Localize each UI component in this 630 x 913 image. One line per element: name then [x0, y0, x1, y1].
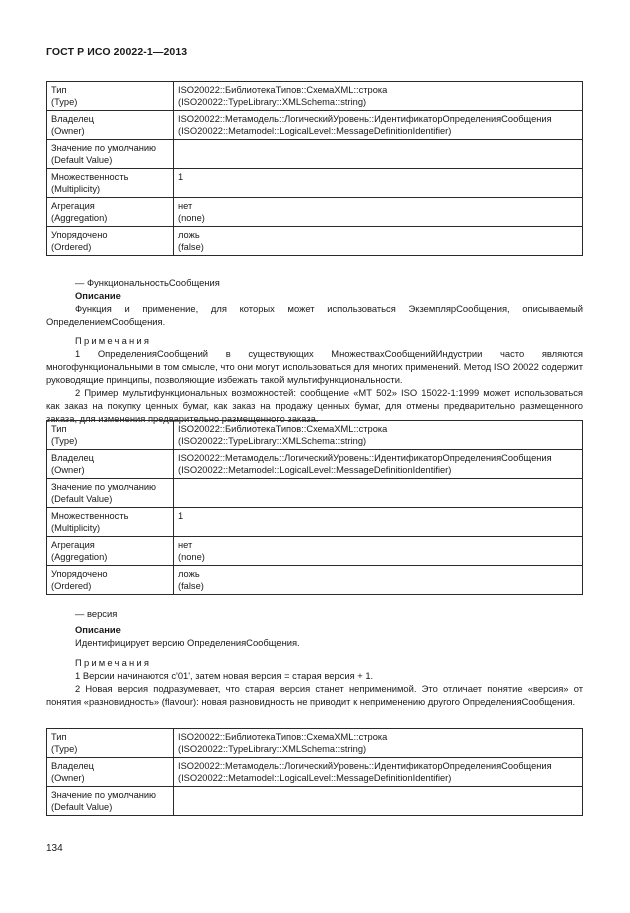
row-label: Множественность (Multiplicity) — [47, 508, 174, 537]
row-label: Тип (Type) — [47, 82, 174, 111]
row-label: Владелец (Owner) — [47, 450, 174, 479]
section-version — [46, 607, 583, 708]
row-value: нет (none) — [174, 537, 583, 566]
row-value: нет (none) — [174, 198, 583, 227]
row-label: Тип (Type) — [47, 421, 174, 450]
description-text: Идентифицирует версию ОпределенияСообщения. — [75, 637, 300, 648]
row-value: ложь (false) — [174, 227, 583, 256]
row-value: ISO20022::БиблиотекаТипов::СхемаXML::строка (ISO20022::TypeLibrary::XMLSchema::string) — [174, 421, 583, 450]
attribute-table-3 — [46, 728, 583, 816]
table-row — [47, 140, 583, 169]
row-value — [174, 479, 583, 508]
row-label: Значение по умолчанию (Default Value) — [47, 479, 174, 508]
row-label: Агрегация (Aggregation) — [47, 537, 174, 566]
document-header: ГОСТ Р ИСО 20022-1—2013 — [46, 46, 188, 58]
attribute-table-2 — [46, 420, 583, 595]
row-value: 1 — [174, 169, 583, 198]
row-label: Владелец (Owner) — [47, 758, 174, 787]
table-row — [47, 479, 583, 508]
description-text: Функция и применение, для которых может использоваться ЭкземплярСообщения, описываемый ОпределениемСообщения. — [46, 303, 583, 327]
note-1: 1 Версии начинаются с'01', затем новая версия = старая версия + 1. — [75, 670, 374, 681]
table-row — [47, 450, 583, 479]
note-1: 1 ОпределенияСообщений в существующих МножествахСообщенийИндустрии часто являются многофункциональными в том смысле, что они могут использоваться для многих применений. Метод ISO 20022 содержит руководящие принципы, позволяющие избежать такой мультифункциональности. — [46, 348, 583, 385]
row-value: ISO20022::Метамодель::ЛогическийУровень::ИдентификаторОпределенияСообщения (ISO20022::Metamodel::LogicalLevel::MessageDefinitionIdentifier) — [174, 758, 583, 787]
table-row — [47, 758, 583, 787]
row-label: Владелец (Owner) — [47, 111, 174, 140]
section-title: — ФункциональностьСообщения — [75, 277, 220, 288]
table-row — [47, 227, 583, 256]
note-2: 2 Пример мультифункциональных возможностей: сообщение «МТ 502» ISO 15022-1:1999 может использоваться как заказ на покупку ценных бумаг, как заказ на продажу ценных бумаг, для отмены предварительно размещенного заказа, для изменения предварительно размещенного заказа. — [46, 387, 583, 424]
notes-heading: Примечания — [75, 335, 152, 346]
row-label: Значение по умолчанию (Default Value) — [47, 140, 174, 169]
table-row — [47, 537, 583, 566]
description-heading: Описание — [75, 624, 121, 635]
row-label: Значение по умолчанию (Default Value) — [47, 787, 174, 816]
section-message-functionality — [46, 276, 583, 425]
table-row — [47, 566, 583, 595]
note-2: 2 Новая версия подразумевает, что старая версия станет неприменимой. Это отличает понятие «версия» от понятия «разновидность» (flavour): новая разновидность не приводит к неприменению другого ОпределенияСообщения. — [46, 683, 583, 707]
description-heading: Описание — [75, 290, 121, 301]
table-row — [47, 421, 583, 450]
row-label: Агрегация (Aggregation) — [47, 198, 174, 227]
table-row — [47, 787, 583, 816]
row-value: ISO20022::Метамодель::ЛогическийУровень::ИдентификаторОпределенияСообщения (ISO20022::Metamodel::LogicalLevel::MessageDefinitionIdentifier) — [174, 450, 583, 479]
row-value: ложь (false) — [174, 566, 583, 595]
row-label: Упорядочено (Ordered) — [47, 566, 174, 595]
row-label: Упорядочено (Ordered) — [47, 227, 174, 256]
section-title: — версия — [75, 608, 118, 619]
row-value: ISO20022::БиблиотекаТипов::СхемаXML::строка (ISO20022::TypeLibrary::XMLSchema::string) — [174, 82, 583, 111]
row-label: Множественность (Multiplicity) — [47, 169, 174, 198]
row-value — [174, 140, 583, 169]
table-row — [47, 508, 583, 537]
row-value: 1 — [174, 508, 583, 537]
row-label: Тип (Type) — [47, 729, 174, 758]
table-row — [47, 111, 583, 140]
notes-heading: Примечания — [75, 657, 152, 668]
table-row — [47, 82, 583, 111]
table-row — [47, 169, 583, 198]
table-row — [47, 198, 583, 227]
row-value: ISO20022::БиблиотекаТипов::СхемаXML::строка (ISO20022::TypeLibrary::XMLSchema::string) — [174, 729, 583, 758]
row-value — [174, 787, 583, 816]
page-number: 134 — [46, 843, 63, 854]
table-row — [47, 729, 583, 758]
attribute-table-1 — [46, 81, 583, 256]
row-value: ISO20022::Метамодель::ЛогическийУровень::ИдентификаторОпределенияСообщения (ISO20022::Metamodel::LogicalLevel::MessageDefinitionIdentifier) — [174, 111, 583, 140]
